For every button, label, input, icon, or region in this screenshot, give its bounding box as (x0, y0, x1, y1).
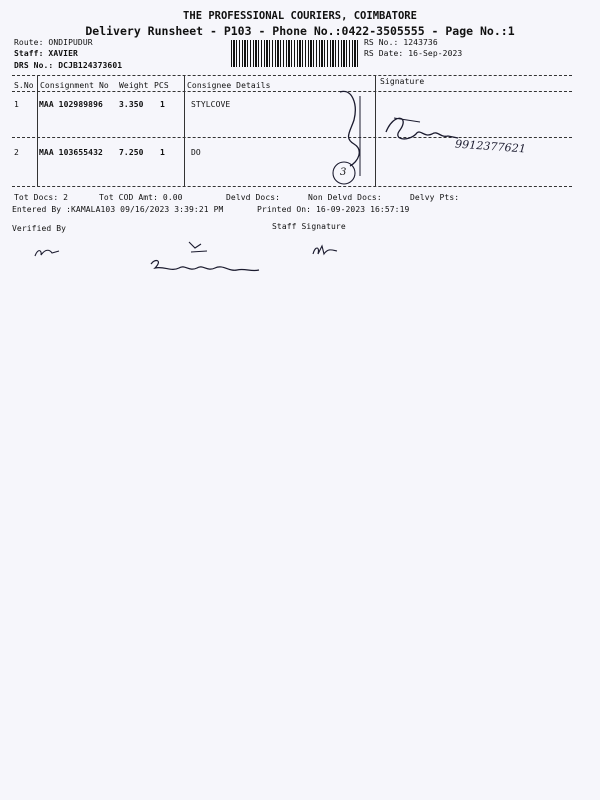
header-pcs: PCS (154, 81, 169, 90)
table-bottom-rule (12, 186, 572, 187)
runsheet-subtitle: Delivery Runsheet - P103 - Phone No.:0422-3505555 - Page No.:1 (85, 24, 515, 38)
total-docs: Tot Docs: 2 (14, 193, 69, 202)
delivered-docs: Delvd Docs: (226, 193, 281, 202)
staff-signature-scribble (310, 242, 340, 260)
circled-mark-text: 3 (340, 167, 347, 178)
col-divider-sno (37, 76, 38, 186)
row1-pcs: 1 (160, 100, 165, 109)
header-weight: Weight (119, 81, 149, 90)
verifier-signature (145, 238, 265, 280)
rs-date: RS Date: 16-Sep-2023 (364, 49, 463, 58)
total-cod-amount: Tot COD Amt: 0.00 (99, 193, 183, 202)
receiver-signature (380, 108, 460, 150)
route-label: Route: ONDIPUDUR (14, 38, 93, 47)
barcode-image (231, 40, 359, 67)
col-divider-consignee (184, 76, 185, 186)
drs-number: DRS No.: DCJB124373601 (14, 61, 123, 70)
verified-by-label: Verified By (12, 224, 67, 233)
rs-number: RS No.: 1243736 (364, 38, 438, 47)
header-consignee: Consignee Details (187, 81, 271, 90)
staff-label: Staff: XAVIER (14, 49, 78, 58)
staff-signature-label: Staff Signature (272, 222, 346, 231)
table-top-rule (12, 75, 572, 76)
row-separator (12, 137, 572, 138)
row1-consignee: STYLCOVE (191, 100, 231, 109)
row1-weight: 3.350 (119, 100, 144, 109)
header-signature: Signature (380, 77, 425, 86)
row2-consignment: MAA 103655432 (39, 148, 103, 157)
header-consignment: Consignment No (40, 81, 109, 90)
printed-on: Printed On: 16-09-2023 16:57:19 (257, 205, 410, 214)
delivery-points: Delvy Pts: (410, 193, 460, 202)
row1-consignment: MAA 102989896 (39, 100, 103, 109)
signature-phone-note: 9912377621 (454, 137, 527, 156)
verifier-initials (32, 244, 62, 260)
company-title: THE PROFESSIONAL COURIERS, COIMBATORE (183, 10, 417, 22)
row2-sno: 2 (14, 148, 19, 157)
entered-by: Entered By :KAMALA103 09/16/2023 3:39:21 PM (12, 205, 224, 214)
row1-sno: 1 (14, 100, 19, 109)
row2-weight: 7.250 (119, 148, 144, 157)
non-delivered-docs: Non Delvd Docs: (308, 193, 382, 202)
header-sno: S.No (14, 81, 34, 90)
table-header-rule (12, 91, 572, 92)
row2-pcs: 1 (160, 148, 165, 157)
row2-consignee: DO (191, 148, 201, 157)
